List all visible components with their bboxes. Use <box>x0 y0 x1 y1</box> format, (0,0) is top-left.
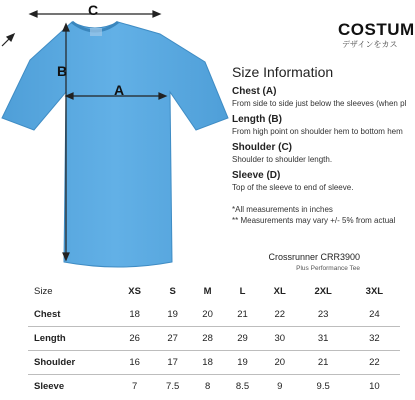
table-cell: 29 <box>237 333 248 344</box>
row-label-sleeve: Sleeve <box>34 381 65 392</box>
table-cell: 19 <box>167 309 178 320</box>
table-cell: 27 <box>167 333 178 344</box>
tshirt-illustration <box>0 0 230 272</box>
dimension-letter-c: C <box>88 2 99 18</box>
table-cell: 24 <box>369 309 380 320</box>
table-cell: 18 <box>202 357 213 368</box>
table-cell: 22 <box>274 309 286 320</box>
length-description: From high point on shoulder hem to bottom hem <box>232 127 403 136</box>
sleeve-description: Top of the sleeve to end of sleeve. <box>232 183 354 192</box>
size-col-header: XS <box>128 286 141 297</box>
table-cell: 18 <box>129 309 140 320</box>
tshirt-body <box>2 22 228 267</box>
size-col-header: 2XL <box>314 286 332 297</box>
size-col-header: M <box>203 286 212 297</box>
size-header-label: Size <box>34 286 53 297</box>
table-cell: 31 <box>317 333 329 344</box>
table-cell: 30 <box>274 333 286 344</box>
tshirt-label <box>90 28 102 36</box>
table-cell: 8 <box>204 381 211 392</box>
table-row <box>28 375 400 399</box>
shoulder-description: Shoulder to shoulder length. <box>232 155 333 164</box>
sleeve-heading: Sleeve (D) <box>232 170 281 181</box>
table-row <box>28 351 400 375</box>
table-cell: 28 <box>202 333 213 344</box>
table-cell: 17 <box>167 357 178 368</box>
product-subtitle: Plus Performance Tee <box>296 265 360 272</box>
table-cell: 9.5 <box>316 381 330 392</box>
table-cell: 32 <box>369 333 380 344</box>
table-cell: 7.5 <box>166 381 180 392</box>
chest-description: From side to side just below the sleeves (when pl <box>232 99 407 108</box>
table-cell: 26 <box>129 333 140 344</box>
sleeve-arrow <box>2 34 14 46</box>
size-col-header: L <box>239 286 246 297</box>
table-cell: 16 <box>129 357 140 368</box>
table-cell: 23 <box>317 309 329 320</box>
dimension-letter-b: B <box>57 63 68 79</box>
size-chart-table <box>28 280 400 398</box>
table-cell: 7 <box>131 381 138 392</box>
table-row <box>28 327 400 351</box>
measurement-note-inches: *All measurements in inches <box>232 205 333 214</box>
table-cell: 21 <box>317 357 329 368</box>
size-col-header: S <box>169 286 176 297</box>
row-label-shoulder: Shoulder <box>34 357 76 368</box>
brand-tagline: デザインをカス <box>342 40 398 49</box>
row-label-chest: Chest <box>34 309 61 320</box>
size-col-header: 3XL <box>365 286 384 297</box>
table-row <box>28 303 400 327</box>
measurement-note-variance: ** Measurements may vary +/- 5% from actual <box>232 216 396 225</box>
shoulder-heading: Shoulder (C) <box>232 142 292 153</box>
table-cell: 9 <box>277 381 283 392</box>
table-cell: 21 <box>237 309 248 320</box>
row-label-length: Length <box>34 333 66 344</box>
size-header-row <box>28 280 400 303</box>
table-cell: 20 <box>274 357 286 368</box>
chest-heading: Chest (A) <box>232 86 277 97</box>
product-model: Crossrunner CRR3900 <box>268 252 360 262</box>
table-cell: 19 <box>237 357 248 368</box>
brand-logo: COSTUM <box>338 20 415 39</box>
table-cell: 22 <box>369 357 380 368</box>
size-info-title: Size Information <box>232 64 334 80</box>
table-cell: 20 <box>202 309 213 320</box>
length-heading: Length (B) <box>232 114 282 125</box>
table-cell: 10 <box>369 381 380 392</box>
dimension-letter-a: A <box>114 82 125 98</box>
size-col-header: XL <box>273 286 286 297</box>
table-cell: 8.5 <box>235 381 250 392</box>
